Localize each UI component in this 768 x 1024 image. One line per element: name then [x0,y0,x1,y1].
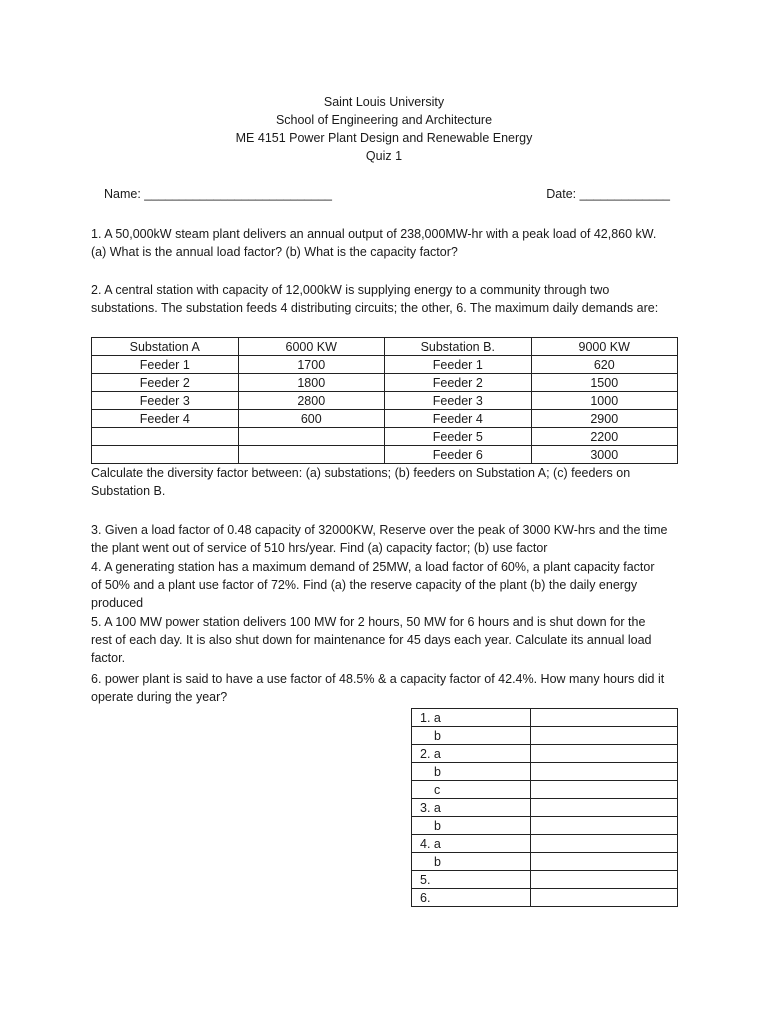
question-5 [91,613,681,667]
answer-label: 1. a [412,709,531,727]
course-title: ME 4151 Power Plant Design and Renewable Energy [235,131,533,145]
answer-label: 5. [412,871,531,889]
answer-table [411,708,678,907]
demand-table-cell: 600 [238,410,385,428]
answer-row [412,889,678,907]
demand-table-cell: Feeder 1 [92,356,239,374]
question-1 [91,225,681,261]
answer-blank[interactable] [531,799,678,817]
demand-table-cell: 2900 [531,410,678,428]
demand-table-cell [238,428,385,446]
demand-table-row [92,446,678,464]
demand-table-cell: Feeder 4 [385,410,532,428]
answer-label: 4. a [412,835,531,853]
question-line: 5. A 100 MW power station delivers 100 MW for 2 hours, 50 MW for 6 hours and is shut down for the [91,615,646,629]
question-4 [91,558,681,612]
question-line: 3. Given a load factor of 0.48 capacity of 32000KW, Reserve over the peak of 3000 KW-hrs and the time [91,523,668,537]
answer-row [412,763,678,781]
demand-table-cell [92,428,239,446]
demand-table-cell: Feeder 6 [385,446,532,464]
demand-table-row [92,374,678,392]
demand-table-cell: Substation B. [385,338,532,356]
question-line: factor. [91,651,126,665]
answer-label: 3. a [412,799,531,817]
answer-blank[interactable] [531,853,678,871]
demand-table-cell: Feeder 1 [385,356,532,374]
demand-table-cell: 1800 [238,374,385,392]
demand-table-cell: Feeder 3 [385,392,532,410]
answer-blank[interactable] [531,763,678,781]
answer-blank[interactable] [531,781,678,799]
demand-table-cell: Substation A [92,338,239,356]
question-6 [91,670,681,706]
demand-table-cell: 1500 [531,374,678,392]
answer-label: b [412,763,531,781]
demand-table-cell: Feeder 5 [385,428,532,446]
answer-blank[interactable] [531,745,678,763]
question-line: substations. The substation feeds 4 distributing circuits; the other, 6. The maximum daily demands are: [91,301,659,315]
question-line: produced [91,596,144,610]
demand-table-cell: 9000 KW [531,338,678,356]
demand-table-row [92,428,678,446]
answer-row [412,835,678,853]
demand-table-row [92,410,678,428]
answer-label: c [412,781,531,799]
question-3 [91,521,681,557]
question-line: Calculate the diversity factor between: (a) substations; (b) feeders on Substation A; (c) feeders on [91,466,631,480]
demand-table-cell: 1000 [531,392,678,410]
name-field[interactable]: Name: ___________________________ [104,187,332,201]
demand-table-cell: Feeder 2 [92,374,239,392]
question-2 [91,281,681,317]
question-line: Substation B. [91,484,166,498]
answer-row [412,727,678,745]
question-line: operate during the year? [91,690,228,704]
university-name: Saint Louis University [323,95,445,109]
question-line: of 50% and a plant use factor of 72%. Find (a) the reserve capacity of the plant (b) the daily energy [91,578,638,592]
demand-table-cell: Feeder 4 [92,410,239,428]
answer-blank[interactable] [531,817,678,835]
answer-row [412,871,678,889]
answer-row [412,853,678,871]
demand-table-row [92,356,678,374]
answer-blank[interactable] [531,709,678,727]
answer-row [412,799,678,817]
question-2-instructions [91,464,681,500]
question-line: 1. A 50,000kW steam plant delivers an annual output of 238,000MW-hr with a peak load of 42,860 kW. [91,227,657,241]
answer-label: b [412,727,531,745]
demand-table-row [92,392,678,410]
question-line: the plant went out of service of 510 hrs/year. Find (a) capacity factor; (b) use factor [91,541,548,555]
answer-label: 6. [412,889,531,907]
answer-label: b [412,853,531,871]
demand-table-cell: 6000 KW [238,338,385,356]
date-field[interactable]: Date: _____________ [546,187,670,201]
question-line: (a) What is the annual load factor? (b) What is the capacity factor? [91,245,458,259]
question-line: 6. power plant is said to have a use factor of 48.5% & a capacity factor of 42.4%. How many hours did it [91,672,665,686]
demand-table-cell: Feeder 2 [385,374,532,392]
answer-row [412,817,678,835]
demand-table-cell: 3000 [531,446,678,464]
document-header [0,93,768,165]
quiz-title: Quiz 1 [365,149,403,163]
answer-row [412,745,678,763]
answer-row [412,781,678,799]
answer-blank[interactable] [531,727,678,745]
question-line: 2. A central station with capacity of 12,000kW is supplying energy to a community through two [91,283,610,297]
demand-table-cell [238,446,385,464]
demand-table-cell: Feeder 3 [92,392,239,410]
answer-label: 2. a [412,745,531,763]
demand-table [91,337,678,464]
answer-blank[interactable] [531,889,678,907]
answer-blank[interactable] [531,871,678,889]
answer-row [412,709,678,727]
answer-label: b [412,817,531,835]
demand-table-cell: 2200 [531,428,678,446]
demand-table-header [92,338,678,356]
school-name: School of Engineering and Architecture [275,113,493,127]
demand-table-cell [92,446,239,464]
answer-blank[interactable] [531,835,678,853]
demand-table-cell: 620 [531,356,678,374]
demand-table-cell: 1700 [238,356,385,374]
demand-table-cell: 2800 [238,392,385,410]
question-line: 4. A generating station has a maximum demand of 25MW, a load factor of 60%, a plant capacity factor [91,560,655,574]
question-line: rest of each day. It is also shut down for maintenance for 45 days each year. Calculate its annual load [91,633,652,647]
